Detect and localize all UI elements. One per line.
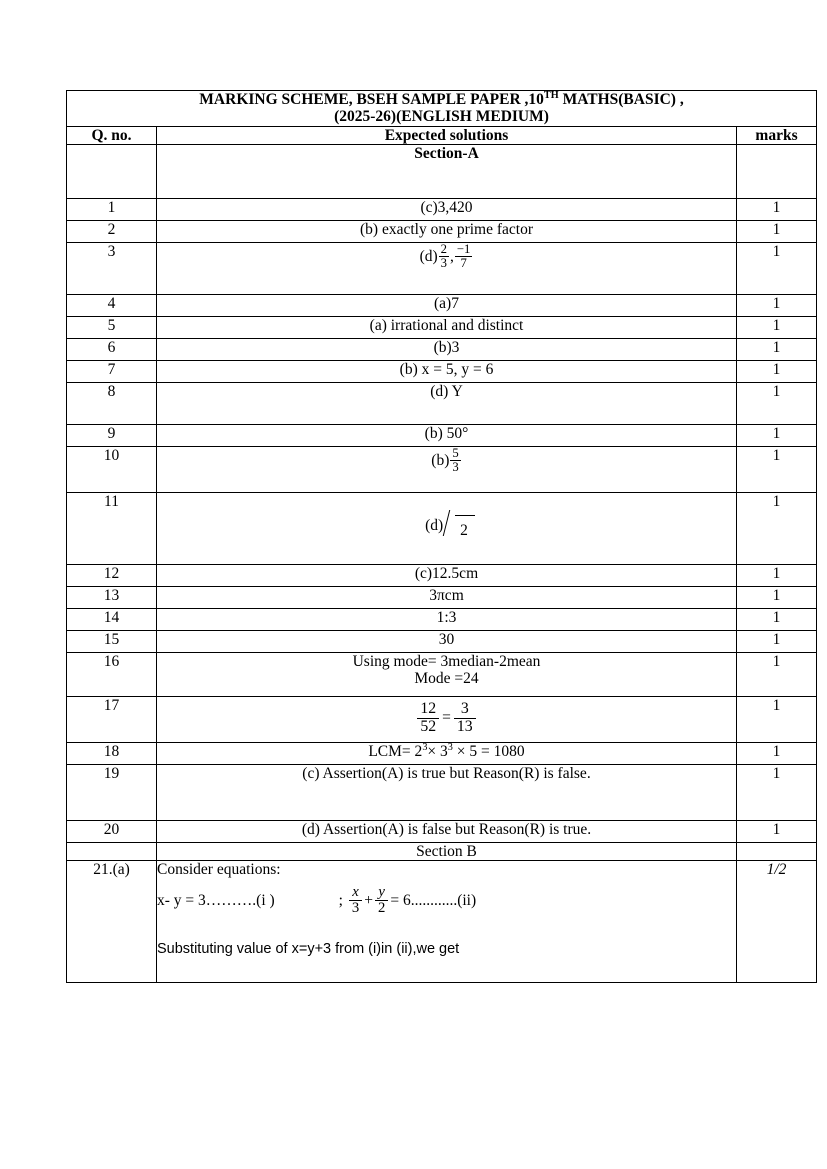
row-solution: (c)12.5cm	[157, 565, 737, 587]
section-b-row	[67, 843, 817, 861]
fraction-numerator: 3	[460, 700, 469, 718]
row-qno: 16	[67, 653, 157, 697]
row-solution: (d) Y	[157, 383, 737, 425]
table-row	[67, 821, 817, 843]
row-marks: 1	[737, 609, 817, 631]
row-solution	[157, 697, 737, 743]
row-qno: 4	[67, 295, 157, 317]
row-qno: 20	[67, 821, 157, 843]
row-marks: 1	[737, 361, 817, 383]
table-row	[67, 861, 817, 983]
fraction-denominator: 3	[349, 900, 362, 916]
row-solution	[157, 743, 737, 765]
option-label: (b)	[431, 451, 450, 469]
row-solution: (b)3	[157, 339, 737, 361]
row-qno: 9	[67, 425, 157, 447]
table-row	[67, 317, 817, 339]
equals-sign: =	[442, 708, 451, 726]
row-marks: 1	[737, 743, 817, 765]
exponent: 3	[447, 741, 453, 753]
table-row	[67, 339, 817, 361]
row-solution: (c) Assertion(A) is true but Reason(R) is false.	[157, 765, 737, 821]
section-a-row	[67, 145, 817, 199]
row-marks: 1	[737, 199, 817, 221]
section-a-qno-cell	[67, 145, 157, 199]
equation-one: x- y = 3……….(i )	[157, 891, 275, 909]
row-qno: 10	[67, 447, 157, 493]
plus-sign: +	[364, 891, 373, 909]
row-marks: 1	[737, 587, 817, 609]
fraction	[349, 885, 362, 917]
row-marks: 1	[737, 317, 817, 339]
row-marks: 1	[737, 821, 817, 843]
table-row	[67, 631, 817, 653]
row-marks: 1	[737, 243, 817, 295]
row-qno: 8	[67, 383, 157, 425]
solution-line-2: Mode =24	[414, 670, 479, 688]
lcm-expression-prefix: LCM= 2	[368, 743, 423, 761]
option-label: (d)	[419, 247, 438, 265]
fraction-numerator: −1	[456, 242, 471, 257]
marking-scheme-table	[66, 90, 817, 983]
row-marks: 1	[737, 221, 817, 243]
header-marks: marks	[737, 126, 817, 144]
table-row	[67, 447, 817, 493]
row-qno: 5	[67, 317, 157, 339]
row-solution: (b) 50°	[157, 425, 737, 447]
table-row	[67, 565, 817, 587]
row-solution: 30	[157, 631, 737, 653]
row-marks: 1	[737, 631, 817, 653]
header-qno: Q. no.	[67, 126, 157, 144]
row-qno: 12	[67, 565, 157, 587]
section-b-qno-cell	[67, 843, 157, 861]
table-row	[67, 653, 817, 697]
title-line-1	[67, 91, 816, 108]
section-b-marks-cell	[737, 843, 817, 861]
table-row	[67, 361, 817, 383]
solution-line-1: Consider equations:	[157, 861, 281, 879]
row-qno: 6	[67, 339, 157, 361]
document-title	[67, 91, 817, 127]
table-row	[67, 493, 817, 565]
row-solution: (d) Assertion(A) is false but Reason(R) is true.	[157, 821, 737, 843]
row-qno: 14	[67, 609, 157, 631]
equation-two-tail: = 6............(ii)	[390, 891, 477, 909]
fraction-denominator: 52	[417, 718, 439, 736]
row-solution: 3πcm	[157, 587, 737, 609]
fraction	[455, 243, 473, 270]
row-marks: 1	[737, 383, 817, 425]
section-a-marks-cell	[737, 145, 817, 199]
fraction-numerator: 5	[452, 446, 459, 461]
table-row	[67, 383, 817, 425]
fraction	[375, 885, 388, 917]
row-marks: 1	[737, 425, 817, 447]
row-qno: 2	[67, 221, 157, 243]
radical-bar	[455, 515, 475, 516]
table-row	[67, 295, 817, 317]
square-root-icon	[445, 515, 468, 540]
row-marks: 1	[737, 765, 817, 821]
header-expected-solutions: Expected solutions	[157, 126, 737, 144]
row-marks: 1	[737, 653, 817, 697]
fraction	[417, 701, 439, 736]
radicand: 2	[460, 522, 468, 540]
row-solution	[157, 447, 737, 493]
table-row	[67, 243, 817, 295]
table-row	[67, 697, 817, 743]
row-solution	[157, 653, 737, 697]
table-row	[67, 221, 817, 243]
row-marks: 1/2	[737, 861, 817, 983]
table-row	[67, 587, 817, 609]
row-marks: 1	[737, 697, 817, 743]
row-qno: 1	[67, 199, 157, 221]
title-main-text: MARKING SCHEME, BSEH SAMPLE PAPER ,10	[199, 91, 544, 108]
fraction-denominator: 7	[455, 256, 473, 270]
fraction	[450, 447, 460, 474]
row-qno: 17	[67, 697, 157, 743]
table-row	[67, 425, 817, 447]
row-solution: (a) irrational and distinct	[157, 317, 737, 339]
lcm-expression-tail: × 5 = 1080	[452, 743, 525, 761]
row-qno: 3	[67, 243, 157, 295]
row-marks: 1	[737, 565, 817, 587]
section-a-label: Section-A	[157, 145, 737, 199]
table-header-row	[67, 126, 817, 144]
solution-line-1: Using mode= 3median-2mean	[352, 653, 541, 671]
table-row	[67, 199, 817, 221]
semicolon: ;	[338, 891, 343, 909]
row-solution: (a)7	[157, 295, 737, 317]
fraction-denominator: 3	[452, 460, 459, 475]
row-solution: 1:3	[157, 609, 737, 631]
row-marks: 1	[737, 493, 817, 565]
row-solution: (c)3,420	[157, 199, 737, 221]
row-solution	[157, 861, 737, 983]
fraction-numerator: y	[378, 883, 385, 900]
row-qno: 7	[67, 361, 157, 383]
fraction	[454, 701, 476, 736]
row-solution	[157, 243, 737, 295]
fraction-denominator: 3	[440, 256, 448, 271]
row-qno: 13	[67, 587, 157, 609]
fraction	[439, 243, 449, 270]
title-row	[67, 91, 817, 127]
row-qno: 18	[67, 743, 157, 765]
row-qno: 15	[67, 631, 157, 653]
table-row	[67, 743, 817, 765]
title-line-2: (2025-26)(ENGLISH MEDIUM)	[334, 108, 549, 126]
row-solution: (b) x = 5, y = 6	[157, 361, 737, 383]
exponent: 3	[422, 741, 428, 753]
section-b-label: Section B	[157, 843, 737, 861]
fraction-numerator: 12	[420, 700, 437, 718]
fraction-denominator: 13	[454, 718, 476, 736]
lcm-expression-mid: × 3	[427, 743, 448, 761]
table-row	[67, 609, 817, 631]
fraction-denominator: 2	[375, 900, 388, 916]
row-qno: 21.(a)	[67, 861, 157, 983]
title-ordinal-suffix: TH	[543, 89, 559, 101]
title-subject-text: MATHS(BASIC) ,	[558, 91, 684, 108]
row-solution: (b) exactly one prime factor	[157, 221, 737, 243]
fraction-numerator: x	[352, 883, 359, 900]
row-qno: 11	[67, 493, 157, 565]
fraction-numerator: 2	[440, 242, 448, 257]
table-row	[67, 765, 817, 821]
separator: ,	[450, 247, 454, 265]
row-solution	[157, 493, 737, 565]
row-marks: 1	[737, 447, 817, 493]
row-marks: 1	[737, 295, 817, 317]
option-label: (d)	[425, 517, 444, 535]
row-qno: 19	[67, 765, 157, 821]
solution-line-3: Substituting value of x=y+3 from (i)in (ii),we get	[157, 940, 460, 957]
solution-line-2	[157, 885, 736, 919]
row-marks: 1	[737, 339, 817, 361]
